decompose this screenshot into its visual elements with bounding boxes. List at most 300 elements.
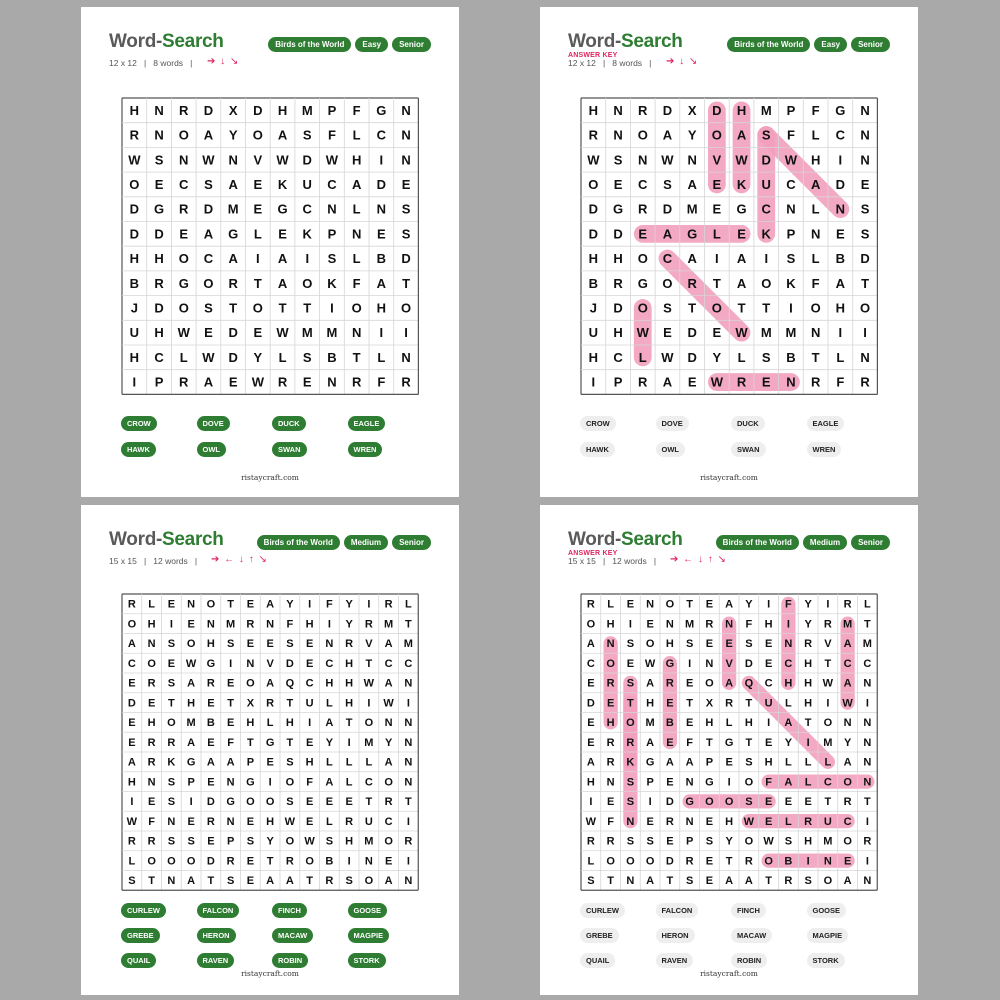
grid-letter: E [613, 176, 623, 192]
grid-letter: I [367, 697, 371, 710]
grid-letter: R [127, 598, 136, 611]
grid-letter: I [688, 657, 692, 670]
grid-letter: A [843, 756, 852, 769]
grid-letter: E [167, 657, 176, 670]
grid-letter: T [607, 875, 614, 888]
grid-letter: A [384, 638, 393, 651]
site-footer: ristaycraft.com [241, 969, 299, 978]
grid-letter: E [666, 736, 674, 749]
category-tags [727, 37, 890, 52]
grid-letter: D [712, 102, 722, 118]
grid-letter: O [823, 717, 833, 730]
grid-letter: H [810, 152, 821, 168]
grid-letter: O [843, 776, 852, 789]
grid-letter: N [860, 127, 870, 143]
grid-letter: S [705, 835, 714, 848]
separator: | [642, 58, 652, 68]
grid-letter: H [285, 717, 294, 730]
grid-letter: A [203, 127, 214, 143]
grid-letter: I [406, 855, 410, 868]
grid-letter: E [705, 598, 714, 611]
grid-letter: P [646, 776, 654, 789]
grid-letter: A [784, 717, 793, 730]
grid-letter: D [253, 102, 263, 118]
grid-letter: O [167, 855, 176, 868]
grid-letter: L [326, 697, 333, 710]
grid-letter: D [744, 657, 753, 670]
grid-letter: T [745, 736, 753, 749]
grid-letter: R [606, 736, 615, 749]
grid-letter: H [804, 657, 813, 670]
grid-letter: A [665, 756, 674, 769]
grid-letter: D [203, 102, 214, 118]
grid-letter: A [586, 756, 595, 769]
grid-letter: E [764, 638, 773, 651]
grid-letter: E [705, 815, 714, 828]
grid-letter: E [705, 875, 714, 888]
grid-letter: G [186, 756, 196, 769]
grid-letter: H [147, 618, 156, 631]
grid-letter: G [665, 657, 675, 670]
grid-letter: N [606, 776, 615, 789]
grid-letter: S [167, 638, 176, 651]
grid-letter: I [764, 251, 769, 267]
grid-letter: I [229, 657, 233, 670]
grid-letter: L [638, 349, 647, 365]
grid-letter: H [325, 677, 334, 690]
grid-letter: W [202, 152, 215, 168]
grid-letter: E [207, 697, 215, 710]
grid-letter: B [588, 275, 599, 291]
grid-letter: O [665, 598, 675, 611]
grid-letter: W [587, 152, 600, 168]
word-list-item: EAGLE [807, 416, 845, 431]
grid-letter: T [365, 657, 373, 670]
grid-letter: A [187, 677, 196, 690]
grid-letter: R [804, 815, 813, 828]
grid-letter: S [663, 300, 672, 316]
grid-letter: C [764, 677, 773, 690]
grid-letter: S [646, 835, 654, 848]
grid-letter: A [685, 756, 694, 769]
grid-letter: H [376, 300, 387, 316]
grid-letter: L [179, 349, 188, 365]
site-footer: ristaycraft.com [241, 473, 299, 482]
grid-letter: R [147, 756, 156, 769]
grid-letter: T [725, 855, 733, 868]
grid-letter: W [177, 325, 190, 341]
grid-letter: E [246, 638, 255, 651]
grid-letter: O [364, 875, 374, 888]
grid-letter: R [588, 127, 599, 143]
word-list-item: GOOSE [348, 903, 388, 918]
direction-arrows-icon: ➔ ↓ ↘ [666, 56, 699, 67]
grid-letter: L [864, 598, 871, 611]
grid-letter: O [400, 300, 412, 316]
grid-letter: O [285, 776, 295, 789]
grid-letter: S [302, 349, 312, 365]
grid-letter: L [326, 815, 333, 828]
grid-letter: E [761, 374, 771, 390]
grid-letter: N [725, 618, 734, 631]
grid-letter: R [325, 875, 334, 888]
grid-letter: E [226, 717, 235, 730]
grid-letter: N [327, 201, 337, 217]
grid-letter: R [665, 815, 674, 828]
word-list-item: GREBE [580, 928, 619, 943]
grid-letter: A [228, 176, 238, 192]
grid-letter: C [364, 776, 373, 789]
grid-letter: M [364, 835, 374, 848]
grid-letter: L [148, 598, 155, 611]
grid-letter: Y [687, 127, 697, 143]
word-list-item: CURLEW [580, 903, 625, 918]
grid-letter: L [804, 756, 812, 769]
grid-letter: G [685, 796, 694, 809]
grid-letter: E [705, 855, 714, 868]
grid-letter: S [786, 251, 796, 267]
grid-letter: A [646, 736, 655, 749]
grid-letter: E [226, 677, 235, 690]
grid-letter: T [365, 796, 373, 809]
grid-letter: W [383, 697, 394, 710]
grid-letter: N [685, 776, 694, 789]
grid-letter: B [376, 251, 387, 267]
grid-letter: D [228, 325, 238, 341]
grid-letter: A [843, 638, 852, 651]
grid-letter: T [706, 736, 713, 749]
word-list-item: STORK [807, 953, 845, 968]
grid-letter: T [148, 875, 155, 888]
grid-letter: S [626, 677, 635, 690]
grid-letter: D [285, 657, 294, 670]
grid-letter: D [376, 176, 387, 192]
grid-letter: O [384, 835, 393, 848]
grid-letter: W [585, 815, 597, 828]
separator: | [646, 556, 657, 566]
grid-letter: M [823, 835, 833, 848]
grid-letter: R [179, 374, 189, 390]
grid-letter: W [661, 152, 674, 168]
grid-letter: R [586, 835, 595, 848]
grid-letter: H [187, 697, 196, 710]
grid-letter: O [662, 275, 673, 291]
grid-letter: R [804, 638, 813, 651]
grid-letter: N [705, 657, 714, 670]
separator: | [183, 58, 193, 68]
grid-letter: S [167, 677, 176, 690]
word-list-item: SWAN [731, 442, 766, 457]
grid-letter: C [835, 127, 846, 143]
grid-letter: E [246, 815, 255, 828]
grid-letter: R [863, 835, 872, 848]
grid-letter: A [277, 127, 288, 143]
grid-letter: S [226, 638, 235, 651]
grid-letter: B [784, 855, 793, 868]
grid-letter: I [347, 736, 351, 749]
letter-grid [121, 593, 419, 891]
grid-letter: E [278, 226, 287, 242]
grid-letter: L [352, 201, 361, 217]
grid-letter: H [764, 618, 773, 631]
grid-letter: E [764, 736, 773, 749]
grid-letter: E [246, 875, 255, 888]
puzzle-meta [109, 58, 192, 68]
grid-letter: T [266, 855, 274, 868]
grid-letter: H [147, 717, 156, 730]
grid-letter: I [715, 251, 719, 267]
grid-letter: R [687, 275, 697, 291]
grid-letter: F [765, 776, 772, 789]
direction-arrows-icon: ➔ ← ↓ ↑ ↘ [211, 554, 268, 565]
grid-letter: S [167, 835, 176, 848]
word-list-item: DUCK [731, 416, 765, 431]
grid-letter: T [762, 300, 771, 316]
grid-letter: N [786, 201, 796, 217]
grid-letter: D [129, 201, 140, 217]
grid-letter: F [811, 102, 820, 118]
grid-letter: L [811, 251, 820, 267]
audience-tag: Senior [851, 37, 890, 52]
grid-letter: H [804, 697, 813, 710]
grid-letter: E [784, 796, 793, 809]
grid-letter: A [662, 127, 673, 143]
grid-letter: Y [286, 598, 294, 611]
grid-letter: W [743, 815, 755, 828]
grid-letter: A [835, 275, 846, 291]
category-tags [716, 535, 890, 550]
grid-letter: E [305, 638, 314, 651]
grid-letter: H [305, 618, 314, 631]
grid-letter: W [710, 374, 723, 390]
grid-letter: T [227, 598, 234, 611]
grid-letter: G [153, 201, 165, 217]
grid-letter: E [804, 796, 812, 809]
grid-letter: N [167, 875, 176, 888]
grid-letter: S [325, 835, 334, 848]
grid-letter: Y [784, 736, 793, 749]
grid-letter: O [744, 835, 754, 848]
grid-letter: D [588, 201, 599, 217]
word-list-item: HAWK [580, 442, 615, 457]
grid-letter: D [206, 855, 215, 868]
grid-letter: E [587, 717, 595, 730]
grid-letter: R [606, 835, 615, 848]
word-list-item: FALCON [197, 903, 240, 918]
grid-letter: A [351, 176, 362, 192]
grid-letter: H [277, 102, 288, 118]
grid-letter: R [129, 127, 140, 143]
grid-letter: K [761, 226, 771, 242]
grid-letter: H [127, 776, 136, 789]
grid-letter: E [725, 756, 733, 769]
grid-letter: M [403, 638, 413, 651]
grid-letter: I [256, 251, 260, 267]
grid-letter: L [278, 349, 287, 365]
separator: | [595, 58, 613, 68]
grid-letter: W [251, 374, 264, 390]
word-count: 8 words [153, 58, 184, 68]
title-search: Search [621, 529, 683, 550]
grid-letter: M [760, 102, 772, 118]
grid-letter: K [167, 756, 176, 769]
grid-letter: O [252, 300, 263, 316]
grid-letter: A [376, 275, 387, 291]
grid-letter: S [745, 756, 753, 769]
grid-letter: D [687, 349, 697, 365]
audience-tag: Senior [392, 37, 431, 52]
grid-letter: A [646, 677, 655, 690]
grid-letter: I [379, 152, 384, 168]
grid-letter: R [228, 275, 238, 291]
grid-letter: E [860, 176, 870, 192]
grid-letter: E [128, 736, 136, 749]
grid-letter: R [665, 677, 674, 690]
grid-letter: A [285, 875, 294, 888]
grid-letter: M [785, 325, 797, 341]
grid-letter: E [712, 201, 722, 217]
grid-letter: Y [345, 598, 353, 611]
grid-letter: Y [325, 736, 334, 749]
grid-letter: D [129, 226, 140, 242]
grid-letter: U [302, 176, 312, 192]
word-list-item: QUAIL [580, 953, 615, 968]
grid-letter: E [207, 835, 215, 848]
grid-letter: M [645, 717, 655, 730]
grid-letter: I [806, 736, 810, 749]
grid-letter: H [613, 325, 623, 341]
grid-letter: S [860, 201, 870, 217]
grid-letter: H [646, 697, 655, 710]
word-list-item: SWAN [272, 442, 307, 457]
topic-tag: Birds of the World [727, 37, 810, 52]
word-count: 12 words [153, 556, 188, 566]
grid-letter: S [745, 638, 753, 651]
grid-letter: O [711, 127, 722, 143]
grid-letter: T [207, 875, 215, 888]
grid-letter: N [167, 815, 176, 828]
grid-letter: H [588, 102, 599, 118]
grid-letter: N [404, 736, 413, 749]
grid-letter: N [154, 127, 164, 143]
grid-letter: T [688, 300, 697, 316]
grid-letter: C [302, 201, 312, 217]
grid-letter: X [705, 697, 714, 710]
grid-letter: E [305, 796, 314, 809]
grid-size: 15 x 15 [109, 556, 137, 566]
grid-letter: F [786, 127, 795, 143]
grid-letter: E [663, 325, 672, 341]
grid-letter: H [764, 756, 773, 769]
word-list-item: RAVEN [656, 953, 694, 968]
grid-letter: I [379, 325, 384, 341]
page-title [568, 31, 683, 53]
grid-letter: W [735, 325, 748, 341]
grid-letter: I [865, 855, 869, 868]
grid-letter: Y [345, 618, 353, 631]
grid-letter: D [154, 300, 164, 316]
grid-letter: T [227, 697, 234, 710]
grid-letter: S [626, 835, 635, 848]
grid-letter: T [229, 300, 238, 316]
grid-letter: L [326, 756, 333, 769]
grid-letter: L [607, 598, 614, 611]
grid-letter: T [864, 796, 871, 809]
grid-letter: K [736, 176, 747, 192]
answer-key-page-medium [540, 505, 918, 995]
grid-letter: P [187, 776, 195, 789]
grid-letter: E [843, 855, 852, 868]
grid-letter: D [203, 201, 214, 217]
difficulty-tag: Easy [355, 37, 388, 52]
grid-letter: Y [725, 835, 733, 848]
grid-letter: Q [744, 677, 754, 690]
grid-letter: E [685, 677, 694, 690]
grid-letter: E [266, 756, 274, 769]
grid-letter: A [725, 875, 734, 888]
grid-letter: N [226, 776, 235, 789]
grid-letter: T [824, 657, 832, 670]
grid-letter: A [325, 776, 334, 789]
word-list-item: WREN [807, 442, 842, 457]
grid-letter: T [737, 300, 746, 316]
grid-letter: L [824, 756, 832, 769]
title-search: Search [162, 31, 224, 52]
grid-letter: I [648, 796, 652, 809]
grid-letter: D [665, 855, 674, 868]
grid-letter: A [187, 736, 196, 749]
grid-letter: C [823, 776, 832, 789]
grid-letter: C [613, 349, 623, 365]
grid-letter: O [178, 127, 189, 143]
grid-letter: M [226, 618, 236, 631]
grid-letter: A [843, 875, 852, 888]
grid-letter: T [861, 275, 870, 291]
grid-letter: T [712, 275, 721, 291]
grid-letter: H [351, 152, 362, 168]
grid-letter: S [745, 796, 753, 809]
grid-letter: D [687, 325, 697, 341]
grid-letter: T [864, 618, 871, 631]
grid-letter: T [286, 697, 294, 710]
grid-letter: T [278, 300, 287, 316]
grid-letter: R [638, 201, 648, 217]
grid-letter: T [352, 349, 361, 365]
grid-letter: S [327, 251, 337, 267]
grid-letter: R [784, 875, 793, 888]
grid-letter: O [586, 618, 596, 631]
grid-letter: K [302, 226, 312, 242]
grid-letter: H [804, 677, 813, 690]
grid-letter: E [345, 796, 353, 809]
title-word: Word- [568, 31, 622, 52]
grid-letter: W [276, 152, 289, 168]
grid-letter: G [612, 201, 624, 217]
grid-letter: E [836, 226, 845, 242]
grid-letter: S [154, 152, 164, 168]
grid-letter: R [638, 374, 648, 390]
grid-letter: D [662, 201, 673, 217]
answer-key-label: ANSWER KEY [568, 550, 618, 557]
grid-letter: L [352, 127, 361, 143]
grid-letter: M [843, 618, 853, 631]
grid-letter: A [206, 756, 215, 769]
grid-letter: H [804, 835, 813, 848]
grid-letter: B [835, 251, 846, 267]
grid-letter: T [804, 717, 812, 730]
grid-letter: T [666, 875, 674, 888]
grid-letter: S [226, 875, 235, 888]
